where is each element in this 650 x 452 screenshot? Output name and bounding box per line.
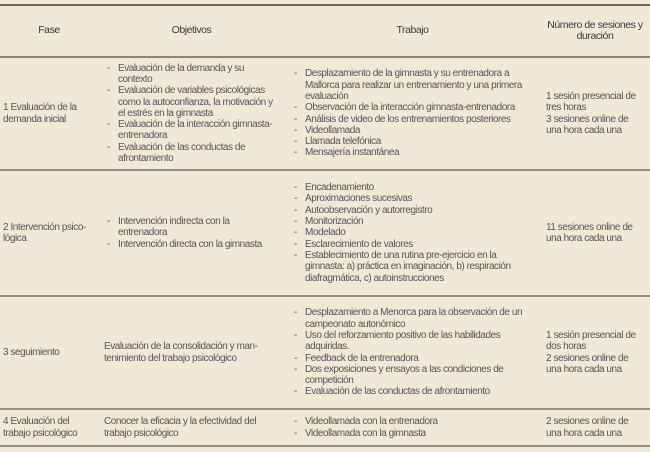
objetivos-cell — [98, 57, 285, 170]
trabajo-cell — [285, 409, 540, 446]
objetivos-list — [104, 216, 279, 250]
intervention-table — [0, 4, 650, 447]
session-line: 2 sesiones online de una hora cada una — [546, 416, 629, 439]
session-line: 1 sesión presencial de tres horas — [546, 90, 636, 114]
list-item: - Evaluación de la interacción gimnasta-entrenadora — [104, 119, 279, 142]
trabajo-list — [291, 68, 534, 158]
list-item: - Videollamada con la gimnasta — [291, 428, 534, 439]
objetivos-cell: Conocer la eficacia y la efectividad del trabajo psicológico — [98, 409, 285, 446]
session-line: 1 sesión presencial de dos horas — [546, 329, 636, 353]
session-line: 2 sesiones online de una hora cada una — [546, 352, 629, 375]
list-item: - Observación de la interacción gimnasta-entrenadora — [291, 102, 534, 113]
list-item: - Intervención directa con la gimnasta — [104, 239, 279, 250]
list-item: - Monitorización — [291, 216, 534, 227]
list-item: - Uso del reforzamiento positivo de las habilidades adquiridas. — [291, 330, 534, 353]
header-row — [0, 5, 650, 57]
trabajo-list — [291, 307, 534, 397]
table-row — [0, 57, 650, 170]
table-row — [0, 409, 650, 446]
session-line: 3 sesiones online de una hora cada una — [546, 113, 629, 136]
trabajo-list — [291, 182, 534, 284]
list-item: - Evaluación de las conductas de afrontamiento — [291, 386, 534, 397]
list-item: - Evaluación de las conductas de afrontamiento — [104, 142, 279, 165]
table-row — [0, 296, 650, 409]
fase-cell: 4 Evaluación del trabajo psicológico — [0, 409, 98, 446]
session-line: 11 sesiones online de una hora cada una — [546, 221, 633, 244]
header-sesiones: Número de sesiones y duración — [540, 5, 650, 57]
list-item: - Videollamada con la entrenadora — [291, 416, 534, 427]
trabajo-list — [291, 416, 534, 439]
header-objetivos: Objetivos — [98, 5, 285, 57]
fase-cell: 1 Evaluación de la demanda inicial — [0, 57, 98, 170]
list-item: - Análisis de video de los entrenamientos posteriores — [291, 114, 534, 125]
trabajo-cell — [285, 170, 540, 296]
trabajo-cell — [285, 57, 540, 170]
table-row — [0, 170, 650, 296]
list-item: - Autoobservación y autorregistro — [291, 205, 534, 216]
list-item: - Feedback de la entrenadora — [291, 353, 534, 364]
list-item: - Mensajería instantánea — [291, 147, 534, 158]
header-fase: Fase — [0, 5, 98, 57]
list-item: - Dos exposiciones y ensayos a las condiciones de competición — [291, 364, 534, 387]
list-item: - Evaluación de la demanda y su contexto — [104, 63, 279, 86]
sesiones-cell — [540, 409, 650, 446]
list-item: - Encadenamiento — [291, 182, 534, 193]
trabajo-cell — [285, 296, 540, 409]
list-item: - Desplazamiento a Menorca para la observación de un campeonato autonómico — [291, 307, 534, 330]
sesiones-cell — [540, 296, 650, 409]
list-item: - Modelado — [291, 227, 534, 238]
fase-cell: 2 Intervención psico-lógica — [0, 170, 98, 296]
list-item: - Videollamada — [291, 125, 534, 136]
list-item: - Intervención indirecta con la entrenadora — [104, 216, 279, 239]
header-trabajo: Trabajo — [285, 5, 540, 57]
list-item: - Evaluación de variables psicológicas como la autoconfianza, la motivación y el estrés en la gimnasta — [104, 85, 279, 119]
list-item: - Desplazamiento de la gimnasta y su entrenadora a Mallorca para realizar un entrenamiento y una primera evaluación — [291, 68, 534, 102]
objetivos-list — [104, 63, 279, 165]
fase-cell: 3 seguimiento — [0, 296, 98, 409]
list-item: - Llamada telefónica — [291, 136, 534, 147]
sesiones-cell — [540, 170, 650, 296]
sesiones-cell — [540, 57, 650, 170]
list-item: - Esclarecimiento de valores — [291, 239, 534, 250]
objetivos-cell — [98, 170, 285, 296]
list-item: - Aproximaciones sucesivas — [291, 193, 534, 204]
objetivos-cell: Evaluación de la consolidación y man-tenimiento del trabajo psicológico — [98, 296, 285, 409]
list-item: - Establecimiento de una rutina pre-ejercicio en la gimnasta: a) práctica en imaginación, b) respiración diafragmática, c) autoinstrucciones — [291, 250, 534, 284]
